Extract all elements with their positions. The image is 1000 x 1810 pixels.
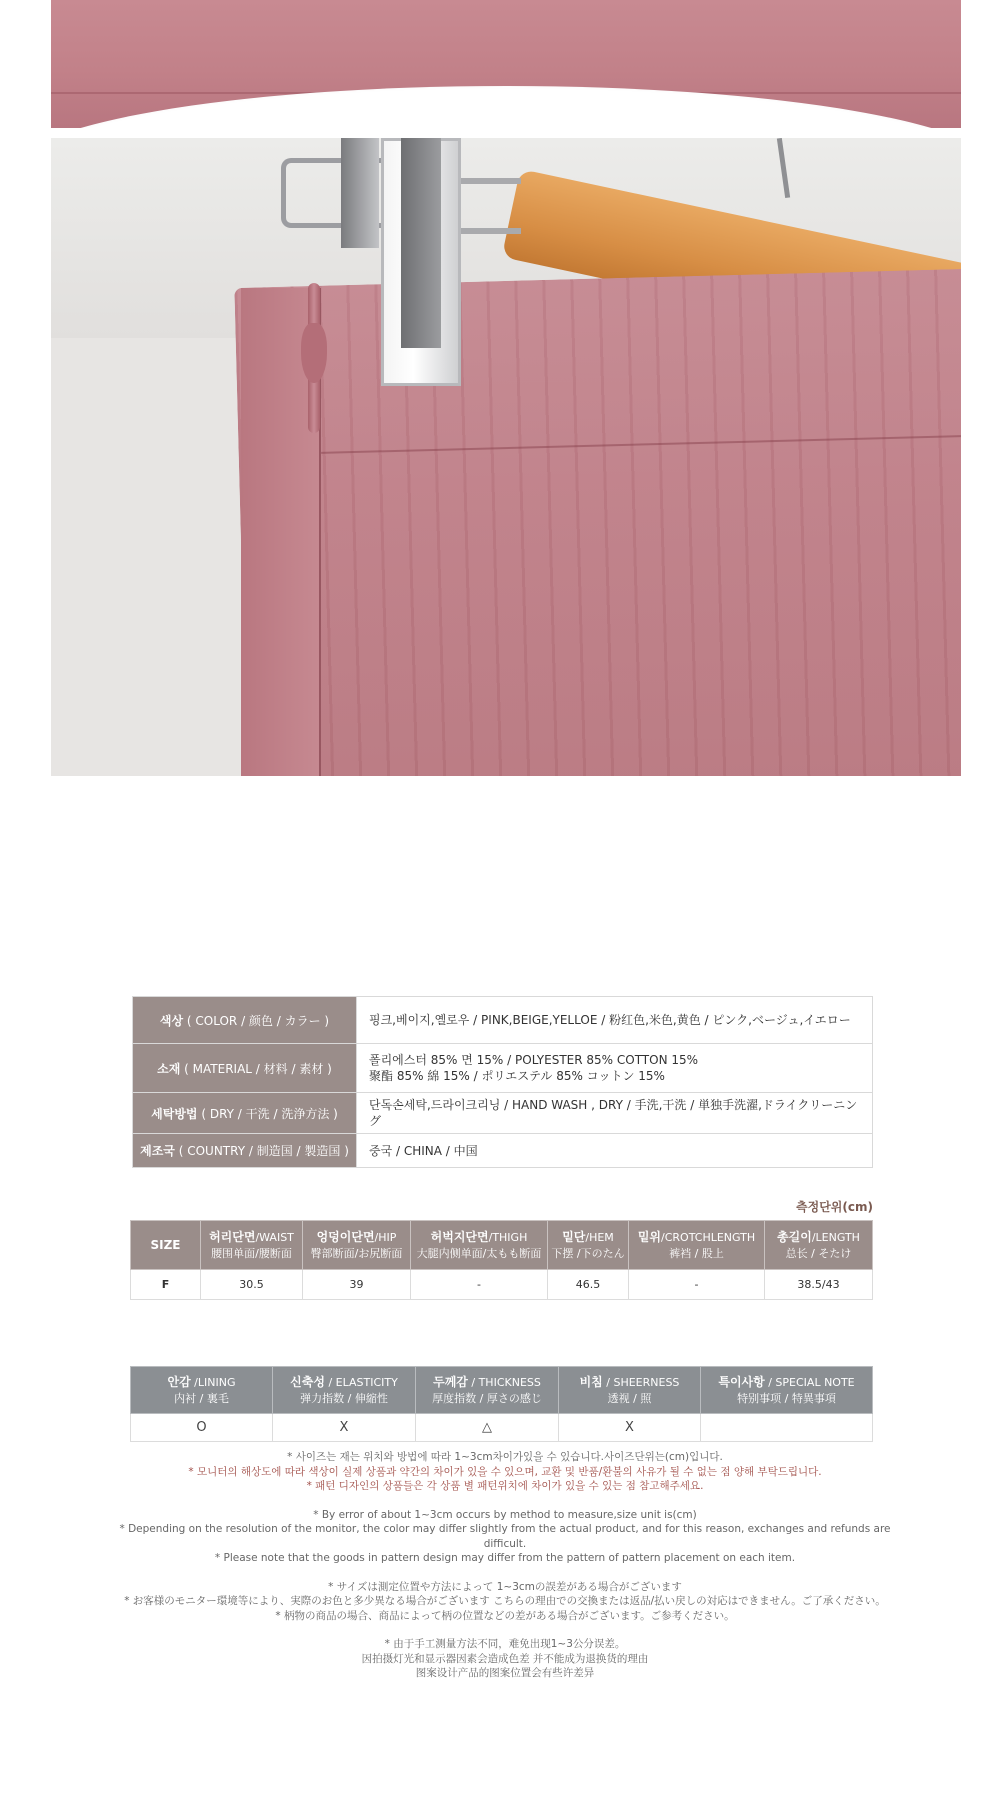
- size-data-row: [131, 1270, 873, 1300]
- info-label: 세탁방법 ( DRY / 干洗 / 洗浄方法 ): [133, 1093, 357, 1134]
- size-cell: 38.5/43: [765, 1270, 873, 1300]
- info-value: 중국 / CHINA / 中国: [357, 1134, 873, 1168]
- info-value: 단독손세탁,드라이크리닝 / HAND WASH , DRY / 手洗,干洗 / 単独手洗濯,ドライクリーニング: [357, 1093, 873, 1134]
- note-line: * 사이즈는 재는 위치와 방법에 따라 1~3cm차이가있을 수 있습니다.사이즈단위는(cm)입니다.: [287, 1451, 723, 1463]
- info-row-country: [133, 1134, 873, 1168]
- info-row-material: [133, 1044, 873, 1093]
- size-header: 밑단/HEM 下摆 /下のたん: [548, 1221, 629, 1270]
- pink-fabric: [234, 268, 961, 776]
- fabric-header: 비침 / SHEERNESS 透视 / 照: [559, 1367, 701, 1414]
- size-cell: -: [411, 1270, 548, 1300]
- size-cell: 39: [303, 1270, 411, 1300]
- note-line: 因拍摄灯光和显示器因素会造成色差 并不能成为退换货的理由: [361, 1652, 649, 1665]
- fabric-header: 두께감 / THICKNESS 厚度指数 / 厚さの感じ: [416, 1367, 559, 1414]
- size-header: 허벅지단면/THIGH 大腿内侧单面/太もも断面: [411, 1221, 548, 1270]
- fabric-header: 특이사항 / SPECIAL NOTE 特别事项 / 特異事項: [701, 1367, 873, 1414]
- size-unit-label: 측정단위(cm): [796, 1200, 873, 1214]
- info-label: 소재 ( MATERIAL / 材料 / 素材 ): [133, 1044, 357, 1093]
- fabric-header-row: [131, 1367, 873, 1414]
- size-header: 총길이/LENGTH 总长 / そたけ: [765, 1221, 873, 1270]
- note-line: * 由于手工测量方法不同，难免出现1~3公分误差。: [384, 1638, 626, 1650]
- zipper-pull: [301, 323, 327, 383]
- fabric-header: 안감 /LINING 内衬 / 裏毛: [131, 1367, 273, 1414]
- note-line: * お客様のモニター環境等により、実際のお色と多少異なる場合がございます こちらの理由での交換または返品/払い戻しの対応はできません。ご了承ください。: [124, 1595, 886, 1607]
- fabric-cell: [701, 1414, 873, 1442]
- note-line: * Depending on the resolution of the monitor, the color may differ slightly from the actual product, and for this reason, exchanges and refunds are difficult.: [119, 1523, 891, 1550]
- info-label: 색상 ( COLOR / 颜色 / カラー ): [133, 997, 357, 1044]
- note-line: * サイズは測定位置や方法によって 1~3cmの誤差がある場合がございます: [328, 1580, 682, 1593]
- fabric-header: 신축성 / ELASTICITY 弹力指数 / 伸縮性: [273, 1367, 416, 1414]
- fabric-cell: X: [273, 1414, 416, 1442]
- product-photo-skirt-hem: [51, 0, 961, 128]
- note-line: * 패턴 디자인의 상품들은 각 상품 별 패턴위치에 차이가 있을 수 있는 점 참고해주세요.: [306, 1480, 704, 1492]
- size-header: 허리단면/WAIST 腰围单面/腰断面: [201, 1221, 303, 1270]
- size-cell: 30.5: [201, 1270, 303, 1300]
- size-header: 엉덩이단면/HIP 臀部断面/お尻断面: [303, 1221, 411, 1270]
- fabric-cell: △: [416, 1414, 559, 1442]
- info-row-washing: [133, 1093, 873, 1134]
- note-line: * By error of about 1~3cm occurs by method to measure,size unit is(cm): [313, 1508, 697, 1521]
- product-photo-waistband: [51, 138, 961, 776]
- size-cell: -: [629, 1270, 765, 1300]
- info-value: 폴리에스터 85% 면 15% / POLYESTER 85% COTTON 15% 聚酯 85% 綿 15% / ポリエステル 85% コットン 15%: [357, 1044, 873, 1093]
- product-info-table: [132, 996, 873, 1168]
- info-row-color: [133, 997, 873, 1044]
- fabric-cell: O: [131, 1414, 273, 1442]
- size-table: [130, 1220, 873, 1300]
- note-line: 图案设计产品的图案位置会有些许差异: [415, 1667, 595, 1679]
- size-header: SIZE: [131, 1221, 201, 1270]
- size-header: 밑위/CROTCHLENGTH 裤裆 / 股上: [629, 1221, 765, 1270]
- note-line: * 모니터의 해상도에 따라 색상이 실제 상품과 약간의 차이가 있을 수 있으며, 교환 및 반품/환불의 사유가 될 수 없는 점 양해 부탁드립니다.: [188, 1465, 822, 1478]
- disclaimer-notes: [110, 1450, 900, 1681]
- fabric-cell: X: [559, 1414, 701, 1442]
- info-label: 제조국 ( COUNTRY / 制造国 / 製造国 ): [133, 1134, 357, 1168]
- note-line: * Please note that the goods in pattern design may differ from the pattern of pattern placement on each item.: [214, 1552, 796, 1564]
- note-line: * 柄物の商品の場合、商品によって柄の位置などの差がある場合がございます。ご参考ください。: [275, 1609, 735, 1622]
- info-value: 핑크,베이지,옐로우 / PINK,BEIGE,YELLOE / 粉红色,米色,黄色 / ピンク,ベージュ,イエロー: [357, 997, 873, 1044]
- size-cell: F: [131, 1270, 201, 1300]
- size-header-row: [131, 1221, 873, 1270]
- fabric-data-row: [131, 1414, 873, 1442]
- size-cell: 46.5: [548, 1270, 629, 1300]
- fabric-properties-table: [130, 1366, 873, 1442]
